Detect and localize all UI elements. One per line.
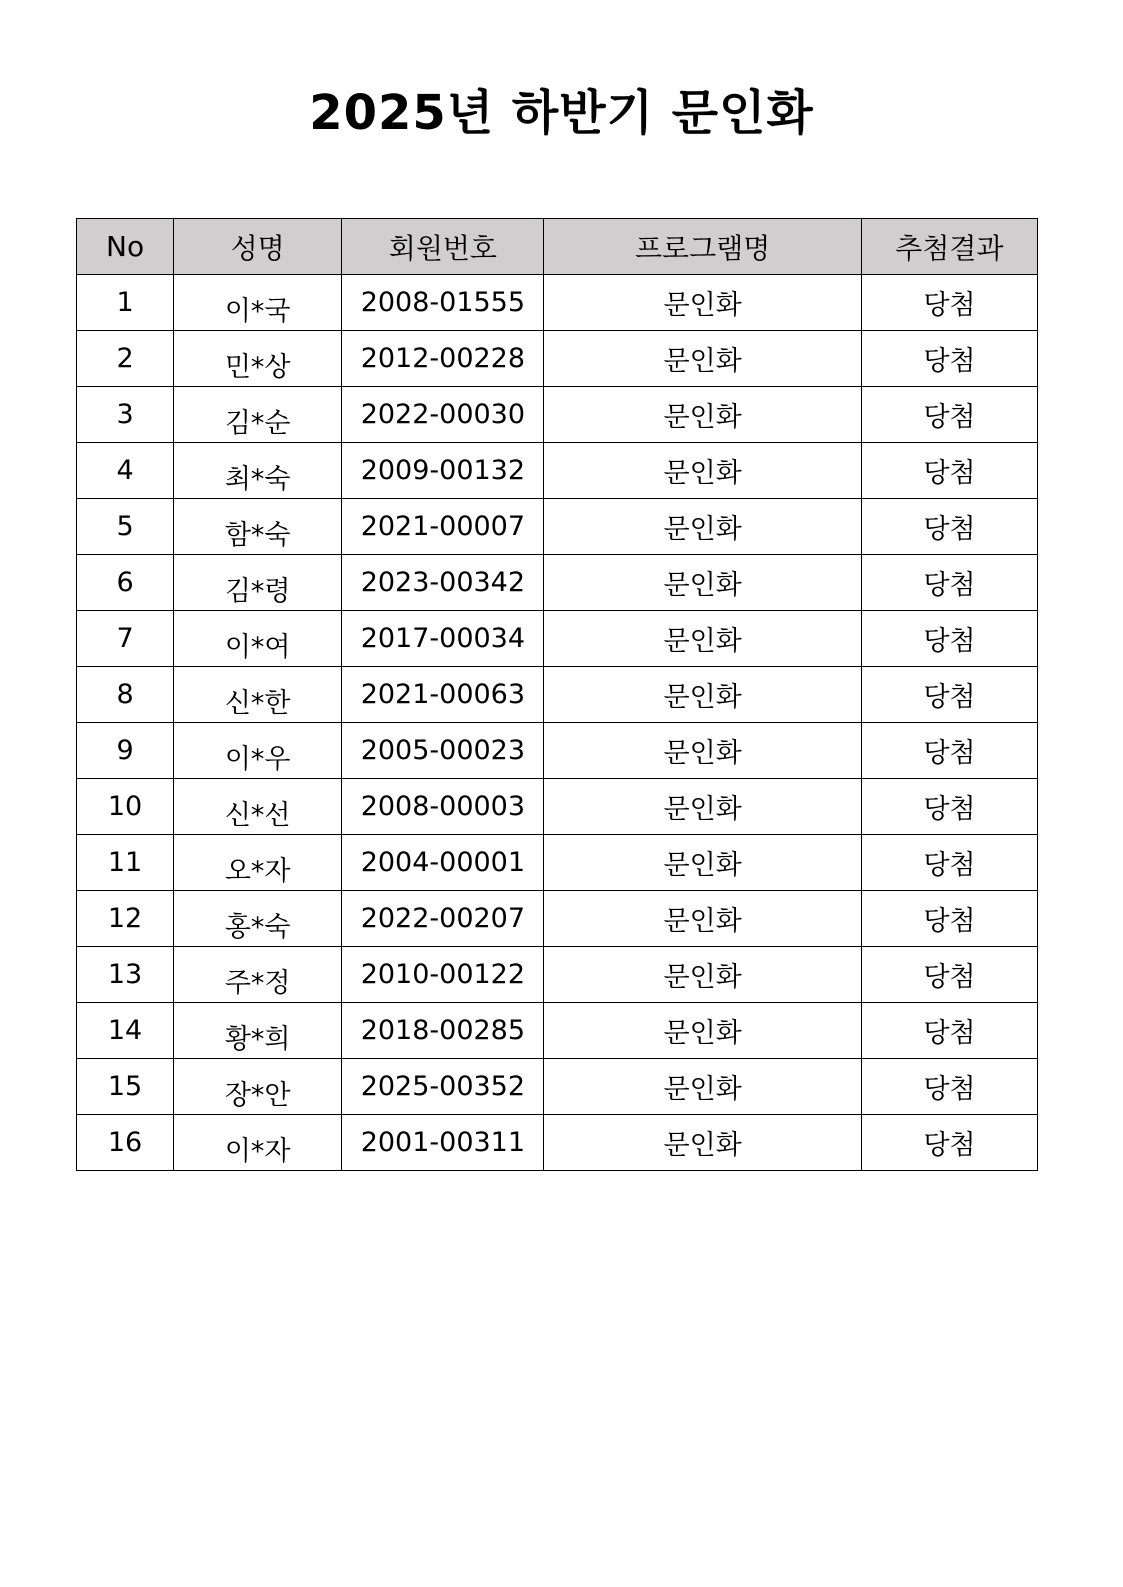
cell-no: 1 — [77, 275, 174, 331]
member-name: 장*안 — [224, 1080, 291, 1111]
table-row — [77, 275, 1038, 331]
cell-name — [174, 723, 342, 779]
table-row — [77, 443, 1038, 499]
cell-program: 문인화 — [544, 611, 861, 667]
cell-no: 7 — [77, 611, 174, 667]
table-row — [77, 387, 1038, 443]
cell-program: 문인화 — [544, 275, 861, 331]
cell-member-id: 2012-00228 — [342, 331, 544, 387]
cell-no: 14 — [77, 1003, 174, 1059]
cell-name — [174, 1003, 342, 1059]
cell-name — [174, 779, 342, 835]
member-name: 김*령 — [224, 576, 291, 607]
table-row — [77, 835, 1038, 891]
column-header-name: 성명 — [174, 219, 342, 275]
cell-member-id: 2022-00207 — [342, 891, 544, 947]
cell-member-id: 2005-00023 — [342, 723, 544, 779]
cell-no: 4 — [77, 443, 174, 499]
cell-no: 8 — [77, 667, 174, 723]
cell-member-id: 2010-00122 — [342, 947, 544, 1003]
table-header-row — [77, 219, 1038, 275]
cell-program: 문인화 — [544, 723, 861, 779]
table-row — [77, 891, 1038, 947]
member-name: 이*국 — [224, 296, 291, 327]
table-row — [77, 331, 1038, 387]
table-row — [77, 1003, 1038, 1059]
lottery-results-table — [76, 218, 1038, 1171]
table-row — [77, 667, 1038, 723]
cell-member-id: 2021-00007 — [342, 499, 544, 555]
cell-no: 10 — [77, 779, 174, 835]
member-name: 황*희 — [224, 1024, 291, 1055]
member-name: 이*자 — [224, 1136, 291, 1167]
table-row — [77, 779, 1038, 835]
cell-no: 3 — [77, 387, 174, 443]
cell-result: 당첨 — [861, 1003, 1037, 1059]
cell-name — [174, 1059, 342, 1115]
cell-result: 당첨 — [861, 947, 1037, 1003]
cell-program: 문인화 — [544, 1059, 861, 1115]
cell-member-id: 2008-01555 — [342, 275, 544, 331]
cell-program: 문인화 — [544, 331, 861, 387]
cell-member-id: 2009-00132 — [342, 443, 544, 499]
cell-no: 12 — [77, 891, 174, 947]
cell-member-id: 2022-00030 — [342, 387, 544, 443]
member-name: 신*선 — [224, 800, 291, 831]
cell-no: 16 — [77, 1115, 174, 1171]
cell-name — [174, 1115, 342, 1171]
cell-no: 2 — [77, 331, 174, 387]
cell-result: 당첨 — [861, 331, 1037, 387]
cell-program: 문인화 — [544, 443, 861, 499]
cell-member-id: 2017-00034 — [342, 611, 544, 667]
cell-result: 당첨 — [861, 443, 1037, 499]
cell-no: 5 — [77, 499, 174, 555]
cell-program: 문인화 — [544, 499, 861, 555]
member-name: 김*순 — [224, 408, 291, 439]
cell-name — [174, 499, 342, 555]
table-row — [77, 499, 1038, 555]
table-row — [77, 1115, 1038, 1171]
member-name: 이*여 — [224, 632, 291, 663]
cell-name — [174, 891, 342, 947]
cell-result: 당첨 — [861, 275, 1037, 331]
cell-program: 문인화 — [544, 779, 861, 835]
cell-name — [174, 667, 342, 723]
cell-no: 9 — [77, 723, 174, 779]
cell-name — [174, 443, 342, 499]
cell-no: 11 — [77, 835, 174, 891]
member-name: 민*상 — [224, 352, 291, 383]
cell-program: 문인화 — [544, 387, 861, 443]
cell-result: 당첨 — [861, 1115, 1037, 1171]
member-name: 이*우 — [224, 744, 291, 775]
page-title: 2025년 하반기 문인화 — [309, 85, 814, 141]
cell-result: 당첨 — [861, 835, 1037, 891]
cell-result: 당첨 — [861, 667, 1037, 723]
cell-program: 문인화 — [544, 667, 861, 723]
cell-name — [174, 947, 342, 1003]
cell-member-id: 2021-00063 — [342, 667, 544, 723]
cell-result: 당첨 — [861, 555, 1037, 611]
member-name: 함*숙 — [224, 520, 291, 551]
cell-no: 6 — [77, 555, 174, 611]
cell-name — [174, 555, 342, 611]
cell-member-id: 2025-00352 — [342, 1059, 544, 1115]
table-body — [77, 275, 1038, 1171]
cell-name — [174, 835, 342, 891]
cell-name — [174, 275, 342, 331]
member-name: 주*정 — [224, 968, 291, 999]
cell-member-id: 2008-00003 — [342, 779, 544, 835]
cell-result: 당첨 — [861, 723, 1037, 779]
cell-name — [174, 331, 342, 387]
cell-member-id: 2001-00311 — [342, 1115, 544, 1171]
cell-member-id: 2004-00001 — [342, 835, 544, 891]
cell-program: 문인화 — [544, 947, 861, 1003]
cell-name — [174, 611, 342, 667]
member-name: 홍*숙 — [224, 912, 291, 943]
cell-result: 당첨 — [861, 1059, 1037, 1115]
cell-program: 문인화 — [544, 1003, 861, 1059]
cell-result: 당첨 — [861, 387, 1037, 443]
cell-name — [174, 387, 342, 443]
column-header-no: No — [77, 219, 174, 275]
table-row — [77, 723, 1038, 779]
column-header-program: 프로그램명 — [544, 219, 861, 275]
cell-member-id: 2023-00342 — [342, 555, 544, 611]
table-row — [77, 947, 1038, 1003]
table-row — [77, 611, 1038, 667]
column-header-member-id: 회원번호 — [342, 219, 544, 275]
table-row — [77, 1059, 1038, 1115]
cell-no: 13 — [77, 947, 174, 1003]
cell-no: 15 — [77, 1059, 174, 1115]
cell-result: 당첨 — [861, 779, 1037, 835]
member-name: 신*한 — [224, 688, 291, 719]
cell-result: 당첨 — [861, 891, 1037, 947]
cell-program: 문인화 — [544, 1115, 861, 1171]
cell-program: 문인화 — [544, 891, 861, 947]
cell-program: 문인화 — [544, 555, 861, 611]
cell-member-id: 2018-00285 — [342, 1003, 544, 1059]
member-name: 오*자 — [224, 856, 291, 887]
column-header-result: 추첨결과 — [861, 219, 1037, 275]
member-name: 최*숙 — [224, 464, 291, 495]
table-row — [77, 555, 1038, 611]
cell-result: 당첨 — [861, 611, 1037, 667]
cell-result: 당첨 — [861, 499, 1037, 555]
cell-program: 문인화 — [544, 835, 861, 891]
